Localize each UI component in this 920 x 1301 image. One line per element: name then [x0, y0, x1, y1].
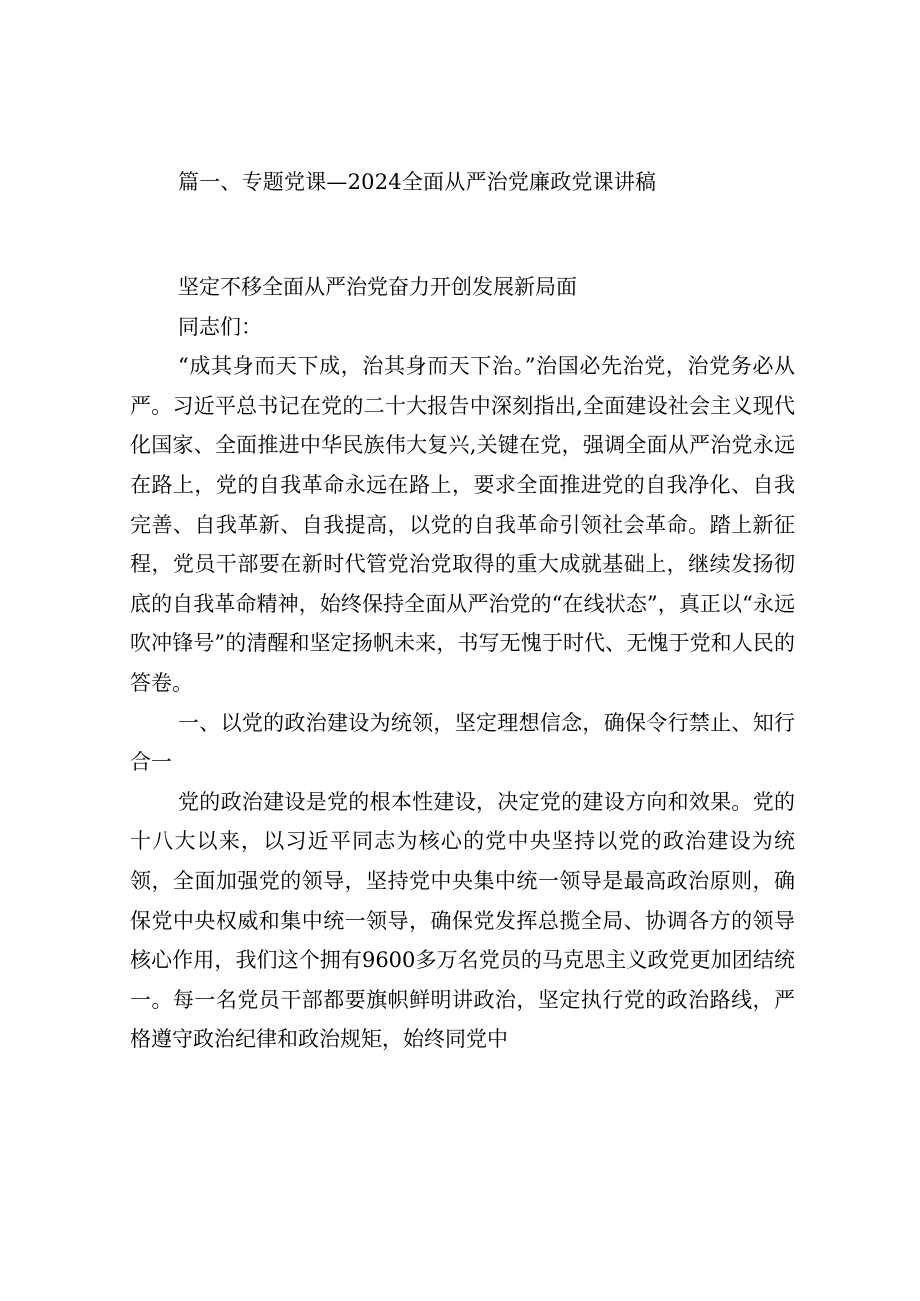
document-body	[130, 268, 795, 1060]
paragraph-intro: “成其身而天下成，治其身而天下治。”治国必先治党，治党务必从严。习近平总书记在党的二十大报告中深刻指出,全面建设社会主义现代化国家、全面推进中华民族伟大复兴,关键在党，强调全面从严治党永远在路上，党的自我革命永远在路上，要求全面推进党的自我净化、自我完善、自我革新、自我提高，以党的自我革命引领社会革命。踏上新征程，党员干部要在新时代管党治党取得的重大成就基础上，继续发扬彻底的自我革命精神，始终保持全面从严治党的“在线状态”，真正以“永远吹冲锋号”的清醒和坚定扬帆未来，书写无愧于时代、无愧于党和人民的答卷。	[130, 354, 795, 695]
document-subtitle: 坚定不移全面从严治党奋力开创发展新局面	[178, 275, 577, 299]
paragraph-section-1: 党的政治建设是党的根本性建设，决定党的建设方向和效果。党的十八大以来，以习近平同志为核心的党中央坚持以党的政治建设为统领，全面加强党的领导，坚持党中央集中统一领导是最高政治原则，确保党中央权威和集中统一领导，确保党发挥总揽全局、协调各方的领导核心作用，我们这个拥有9600多万名党员的马克思主义政党更加团结统一。每一名党员干部都要旗帜鲜明讲政治，坚定执行党的政治路线，严格遵守政治纪律和政治规矩，始终同党中	[130, 789, 795, 1052]
document-title: 篇一、专题党课—2024全面从严治党廉政党课讲稿	[178, 170, 657, 194]
section-heading-1: 一、以党的政治建设为统领，坚定理想信念，确保令行禁止、知行合一	[130, 710, 795, 775]
salutation: 同志们：	[178, 314, 262, 339]
